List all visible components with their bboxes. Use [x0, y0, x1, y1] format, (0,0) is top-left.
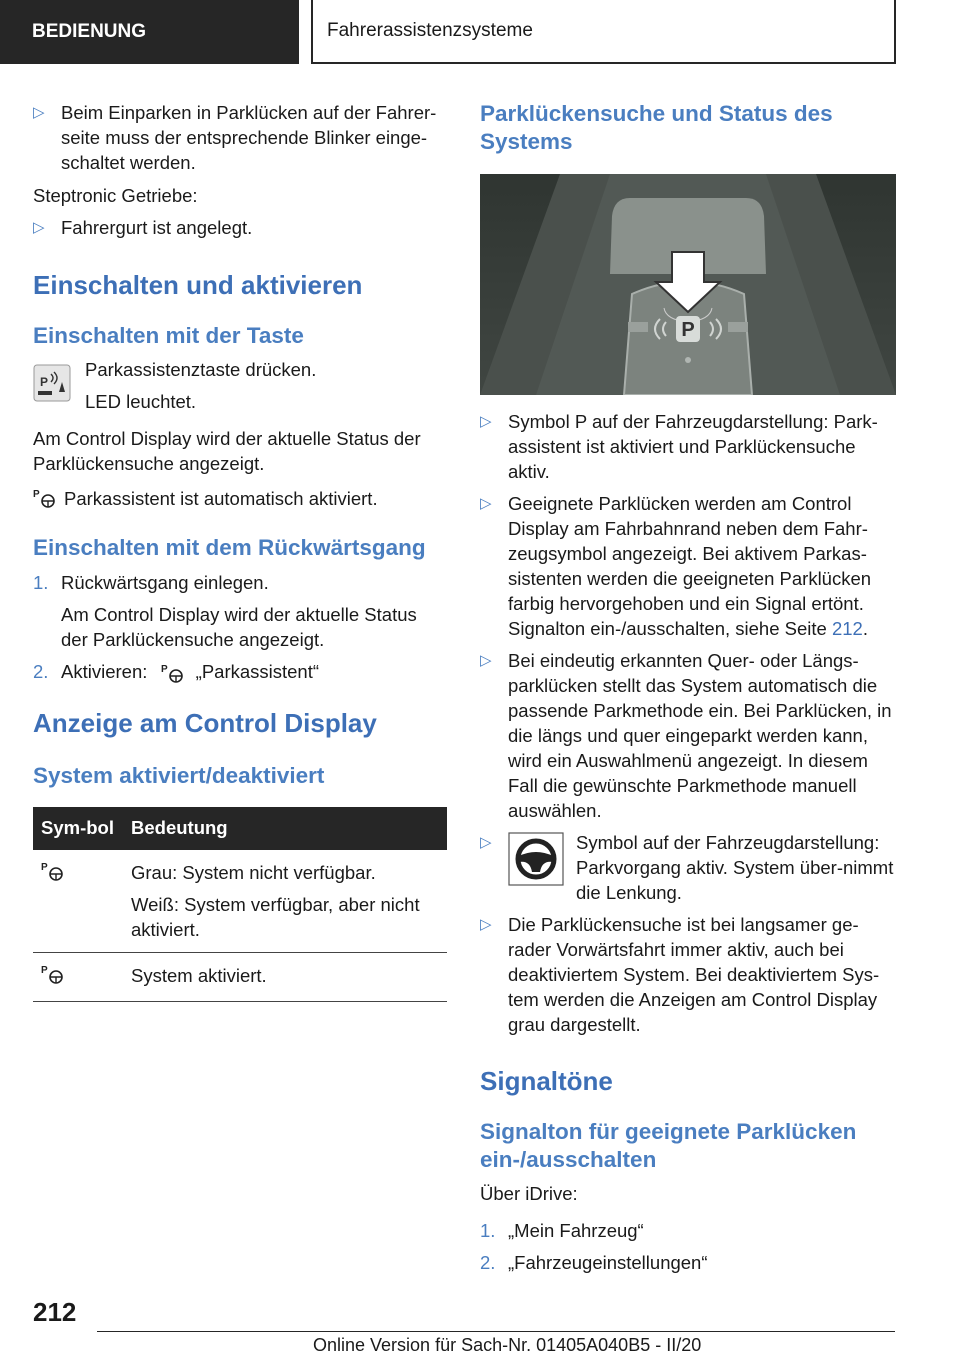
bullet-blinker: ▷ Beim Einparken in Parklücken auf der Fahrer-seite muss der entsprechende Blinker einge-schaltet werden.: [33, 102, 437, 173]
park-assist-grey-icon: [41, 860, 65, 882]
parking-display-graphic: [480, 174, 896, 395]
bullet-geeignete: ▷ Geeignete Parklücken werden am Control Display am Fahrbahnrand neben dem Fahr-zeugsymbol angezeigt. Bei aktivem Parkas-sistenten werden die geeigneten Parklücken farbig hervorgehoben und ein Signal ertönt. Signalton ein-/ausschalten, siehe Seite 212.: [480, 493, 872, 639]
park-assist-small-icon: [161, 662, 185, 684]
taste-step-1: Parkassistenztaste drücken.: [85, 359, 317, 380]
svg-text:P: P: [41, 862, 48, 874]
auto-activated-line: P Parkassistent ist automatisch aktiviert.: [33, 488, 378, 509]
bullet-triangle-icon: ▷: [480, 652, 492, 669]
table-header-meaning: Bedeutung: [123, 807, 447, 850]
table-cell-aktiviert: System aktiviert.: [123, 953, 447, 1002]
bullet-gurt: ▷ Fahrergurt ist angelegt.: [33, 217, 253, 238]
heading-einschalten: Einschalten und aktivieren: [33, 270, 363, 300]
heading-signaltoene: Signaltöne: [480, 1066, 613, 1096]
bullet-triangle-icon: ▷: [33, 104, 45, 121]
taste-block: [33, 358, 447, 416]
park-assist-active-icon: [41, 963, 65, 985]
footer-divider: [97, 1331, 895, 1332]
page-link-212[interactable]: 212: [831, 618, 863, 639]
step-mein-fahrzeug: 1. „Mein Fahrzeug“: [480, 1220, 644, 1241]
bullet-triangle-icon: ▷: [33, 219, 45, 236]
bullet-triangle-icon: ▷: [480, 916, 492, 933]
step-2-aktivieren: 2. Aktivieren: P „Parkassistent“: [33, 659, 447, 684]
bullet-symbol-p: ▷ Symbol P auf der Fahrzeugdarstellung: Park-assistent ist aktiviert und Parklückensuche aktiv.: [480, 411, 878, 482]
heading-taste: Einschalten mit der Taste: [33, 323, 304, 348]
heading-anzeige: Anzeige am Control Display: [33, 708, 377, 739]
bullet-triangle-icon: ▷: [480, 413, 492, 430]
park-assist-button-icon: [33, 364, 71, 402]
graphic-p-label: P: [681, 319, 695, 341]
footer-online-version: Online Version für Sach-Nr. 01405A040B5 - II/20: [313, 1335, 702, 1355]
heading-system-status: System aktiviert/deaktiviert: [33, 763, 325, 789]
park-assist-small-icon: [33, 487, 57, 509]
table-header-symbol: Sym-bol: [33, 807, 123, 850]
header-section: BEDIENUNG: [0, 0, 299, 64]
svg-text:P: P: [160, 664, 168, 676]
steering-wheel-icon: [508, 832, 564, 886]
header-chapter: Fahrerassistenzsysteme: [311, 0, 896, 64]
table-row: [33, 953, 447, 1002]
bullet-eindeutig: ▷ Bei eindeutig erkannten Quer- oder Längs-parklücken stellt das System automatisch die passende Parkmethode ein. Bei Parklücken, in die längs und quer eingeparkt werden kann, wird ein Auswahlmenü angezeigt. In diesem Fall die gewünschte Parkmethode manuell auswählen.: [480, 650, 892, 821]
heading-rueckwaertsgang: Einschalten mit dem Rückwärtsgang: [33, 535, 426, 560]
table-row: [33, 850, 447, 953]
left-column: [33, 100, 447, 1002]
table-cell-weiss: Weiß: System verfügbar, aber nicht aktiviert.: [131, 894, 420, 941]
step-fahrzeugeinstellungen: 2. „Fahrzeugeinstellungen“: [480, 1252, 708, 1273]
taste-step-2: LED leuchtet.: [85, 391, 197, 412]
bullet-triangle-icon: ▷: [480, 495, 492, 512]
status-paragraph: Am Control Display wird der aktuelle Status der Parklückensuche angezeigt.: [33, 428, 421, 474]
step-1-rueckwaerts: 1. Rückwärtsgang einlegen.: [33, 572, 269, 593]
bullet-triangle-icon: ▷: [480, 834, 492, 851]
heading-parkluecken-status: Parklückensuche und Status des Systems: [480, 101, 833, 154]
svg-text:P: P: [33, 489, 40, 500]
heading-signalton: Signalton für geeignete Parklücken ein-/ausschalten: [480, 1119, 857, 1172]
right-column: [480, 100, 896, 1282]
bullet-langsam: ▷ Die Parklückensuche ist bei langsamer ge-rader Vorwärtsfahrt immer aktiv, auch bei deaktiviertem System. Bei deaktiviertem Sys-tem werden die Anzeigen am Control Display grau dargestellt.: [480, 914, 880, 1035]
table-header-row: [33, 807, 447, 850]
page-number: 212: [33, 1297, 77, 1327]
bullet-lenkung: ▷ Symbol auf der Fahrzeugdarstellung: Parkvorgang aktiv. System über-nimmt die Lenkung.: [480, 832, 894, 903]
steptronic-label: Steptronic Getriebe:: [33, 185, 198, 206]
symbol-table: [33, 807, 447, 1002]
idrive-label: Über iDrive:: [480, 1183, 578, 1204]
svg-text:P: P: [41, 965, 48, 977]
svg-text:P: P: [40, 375, 49, 389]
table-cell-grau: Grau: System nicht verfügbar.: [131, 862, 376, 884]
step-1-sub: Am Control Display wird der aktuelle Status der Parklückensuche angezeigt.: [61, 604, 417, 650]
